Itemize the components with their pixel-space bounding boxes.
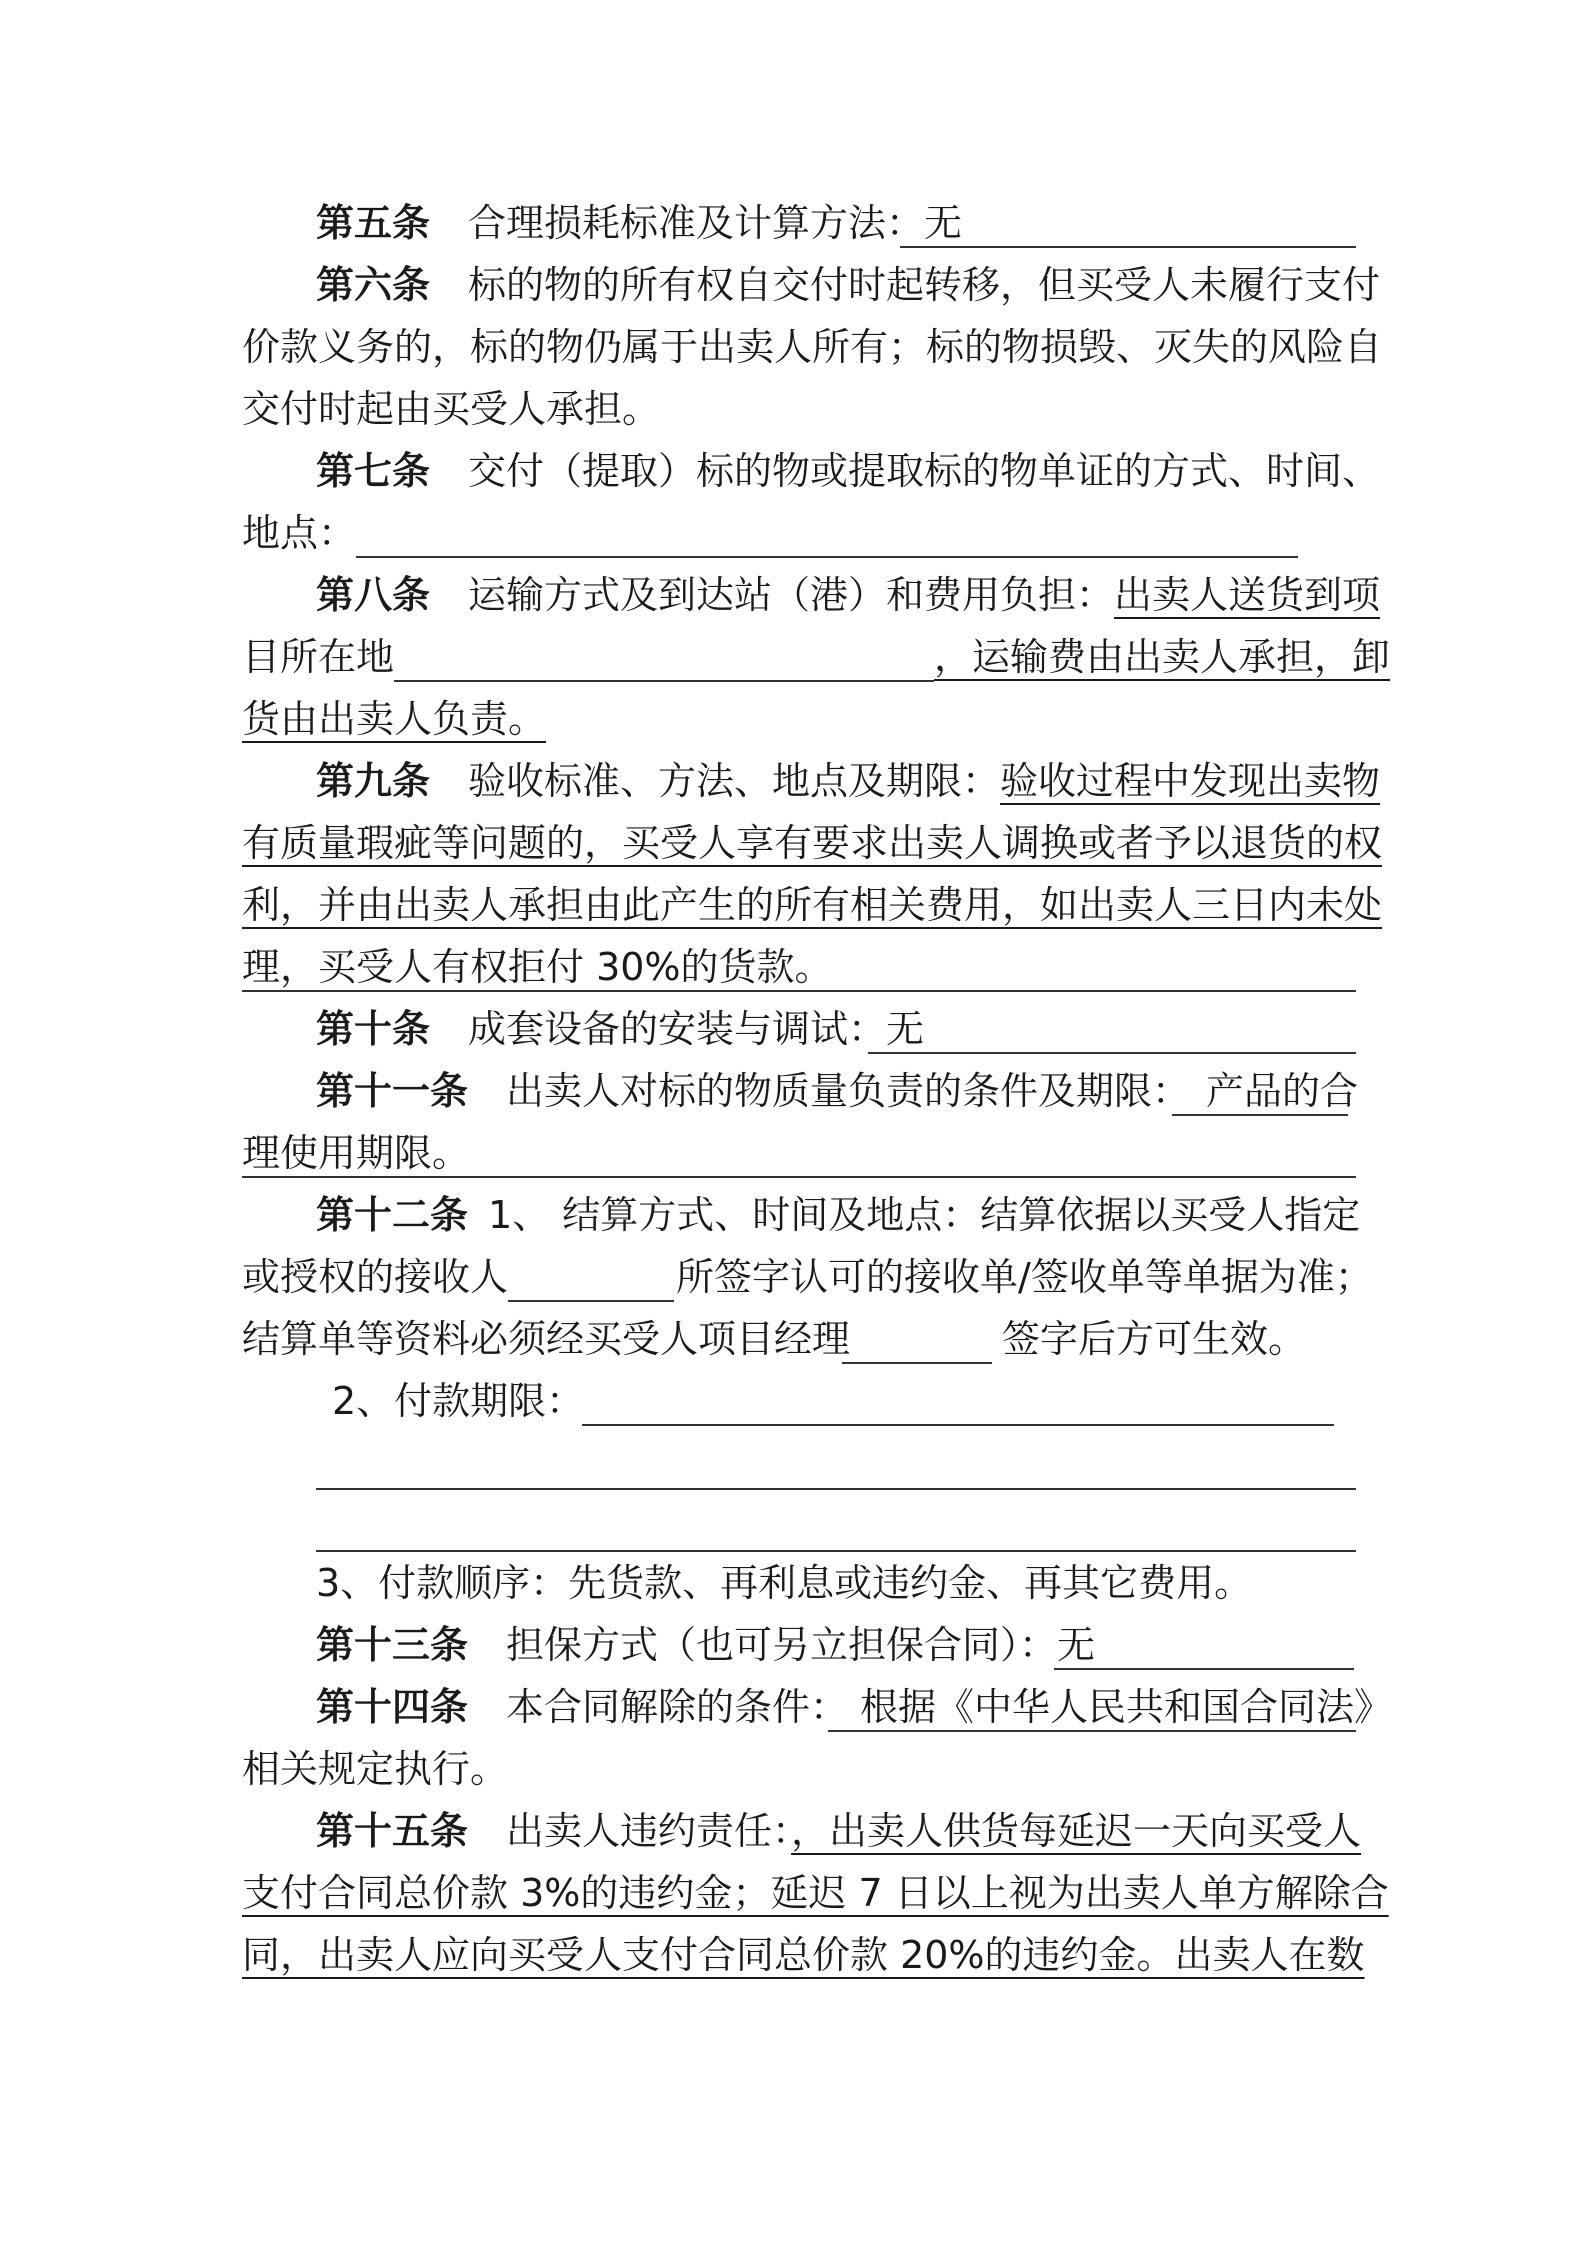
article-6-line-3: 交付时起由买受人承担。 xyxy=(242,387,661,431)
article-15-number: 第十五条 xyxy=(316,1809,469,1853)
payment-term-fill-line-2 xyxy=(316,1488,1356,1490)
article-15-text-1a: 出卖人违约责任： xyxy=(506,1809,792,1853)
article-8-text-2b: ，运输费由出卖人承担，卸 xyxy=(934,635,1391,679)
article-11-number: 第十一条 xyxy=(316,1069,469,1113)
article-6-number: 第六条 xyxy=(316,263,431,307)
payment-term-fill-line-1 xyxy=(582,1424,1334,1426)
article-13 xyxy=(316,1620,1095,1670)
article-11-line-1 xyxy=(316,1066,1358,1116)
article-11-text-1b: 产品的合 xyxy=(1206,1069,1359,1113)
article-8-number: 第八条 xyxy=(316,573,431,617)
article-14-number: 第十四条 xyxy=(316,1685,469,1729)
article-14-text-1a: 本合同解除的条件： xyxy=(506,1685,849,1729)
article-8-line-3: 货由出卖人负责。 xyxy=(242,697,547,741)
article-6-line-2: 价款义务的，标的物仍属于出卖人所有；标的物损毁、灭失的风险自 xyxy=(242,325,1383,369)
article-14-text-1b: 根据《中华人民共和国合同法》 xyxy=(860,1685,1393,1729)
article-15-line-2: 支付合同总价款 3%的违约金；延迟 7 日以上视为出卖人单方解除合 xyxy=(242,1871,1389,1915)
article-10-fill-line xyxy=(868,1052,1356,1054)
article-9-fill-line xyxy=(242,990,1356,992)
article-9-line-1 xyxy=(316,756,1380,806)
article-13-value: 无 xyxy=(1057,1623,1096,1667)
article-14-line-1 xyxy=(316,1682,1392,1732)
article-12-line-3 xyxy=(242,1314,1306,1364)
article-10-value: 无 xyxy=(886,1007,925,1051)
article-12-text-2b: 所签字认可的接收单/签收单等单据为准； xyxy=(676,1255,1373,1299)
article-13-number: 第十三条 xyxy=(316,1623,469,1667)
article-14-fill-line-1 xyxy=(828,1730,1356,1732)
article-12-text-3a: 结算单等资料必须经买受人项目经理 xyxy=(242,1317,851,1361)
article-5 xyxy=(316,198,962,248)
article-9-line-4: 理，买受人有权拒付 30%的货款。 xyxy=(242,945,833,989)
article-8-line-2 xyxy=(242,632,1390,682)
article-12-line-1 xyxy=(316,1190,1360,1240)
article-11-fill-line-1 xyxy=(1172,1114,1348,1116)
article-7-fill-line xyxy=(356,556,1298,558)
article-12-text-1: 1、 结算方式、时间及地点：结算依据以买受人指定 xyxy=(488,1193,1361,1237)
article-6-line-1 xyxy=(316,260,1380,310)
article-7-line-2: 地点： xyxy=(242,511,357,555)
article-7-text-1: 交付（提取）标的物或提取标的物单证的方式、时间、 xyxy=(468,449,1381,493)
article-13-fill-line xyxy=(1054,1668,1354,1670)
article-11-line-2: 理使用期限。 xyxy=(242,1131,471,1175)
article-9-line-3: 利，并由出卖人承担由此产生的所有相关费用，如出卖人三日内未处 xyxy=(242,883,1383,927)
article-5-fill-line xyxy=(900,246,1356,248)
article-9-text-1b: 验收过程中发现出卖物 xyxy=(1000,759,1381,803)
article-5-value: 无 xyxy=(924,201,963,245)
article-12-item-3: 3、付款顺序：先货款、再利息或违约金、再其它费用。 xyxy=(316,1561,1253,1605)
article-8-text-1b: 出卖人送货到项 xyxy=(1114,573,1381,617)
article-7-number: 第七条 xyxy=(316,449,431,493)
article-12-line-2 xyxy=(242,1252,1373,1302)
receiver-fill-line xyxy=(508,1300,674,1302)
article-5-number: 第五条 xyxy=(316,201,431,245)
article-15-text-1b: ，出卖人供货每延迟一天向买受人 xyxy=(791,1809,1362,1853)
article-11-fill-line-2 xyxy=(242,1176,1356,1178)
article-8-text-1a: 运输方式及到达站（港）和费用负担： xyxy=(468,573,1115,617)
article-10-label: 成套设备的安装与调试： xyxy=(468,1007,887,1051)
article-13-label: 担保方式（也可另立担保合同）： xyxy=(506,1623,1058,1667)
article-10 xyxy=(316,1004,924,1054)
article-9-line-2: 有质量瑕疵等问题的，买受人享有要求出卖人调换或者予以退货的权 xyxy=(242,821,1383,865)
article-5-label: 合理损耗标准及计算方法： xyxy=(468,201,925,245)
article-15-line-1 xyxy=(316,1806,1361,1856)
article-12-text-2a: 或授权的接收人 xyxy=(242,1255,509,1299)
article-12-text-3b: 签字后方可生效。 xyxy=(1002,1317,1307,1361)
article-12-number: 第十二条 xyxy=(316,1193,469,1237)
article-9-text-1a: 验收标准、方法、地点及期限： xyxy=(468,759,1001,803)
manager-fill-line xyxy=(842,1362,992,1364)
article-15-line-3: 同，出卖人应向买受人支付合同总价款 20%的违约金。出卖人在数 xyxy=(242,1933,1365,1977)
article-11-text-1a: 出卖人对标的物质量负责的条件及期限： xyxy=(506,1069,1191,1113)
article-7-line-1 xyxy=(316,446,1380,496)
article-6-text-1: 标的物的所有权自交付时起转移，但买受人未履行支付 xyxy=(468,263,1381,307)
article-8-line-1 xyxy=(316,570,1380,620)
payment-term-fill-line-3 xyxy=(316,1550,1356,1552)
article-9-number: 第九条 xyxy=(316,759,431,803)
article-8-fill-line xyxy=(394,680,934,682)
article-10-number: 第十条 xyxy=(316,1007,431,1051)
article-14-line-2: 相关规定执行。 xyxy=(242,1747,509,1791)
article-12-item-2: 2、付款期限： xyxy=(332,1379,585,1423)
article-8-text-2a: 目所在地 xyxy=(242,635,395,679)
